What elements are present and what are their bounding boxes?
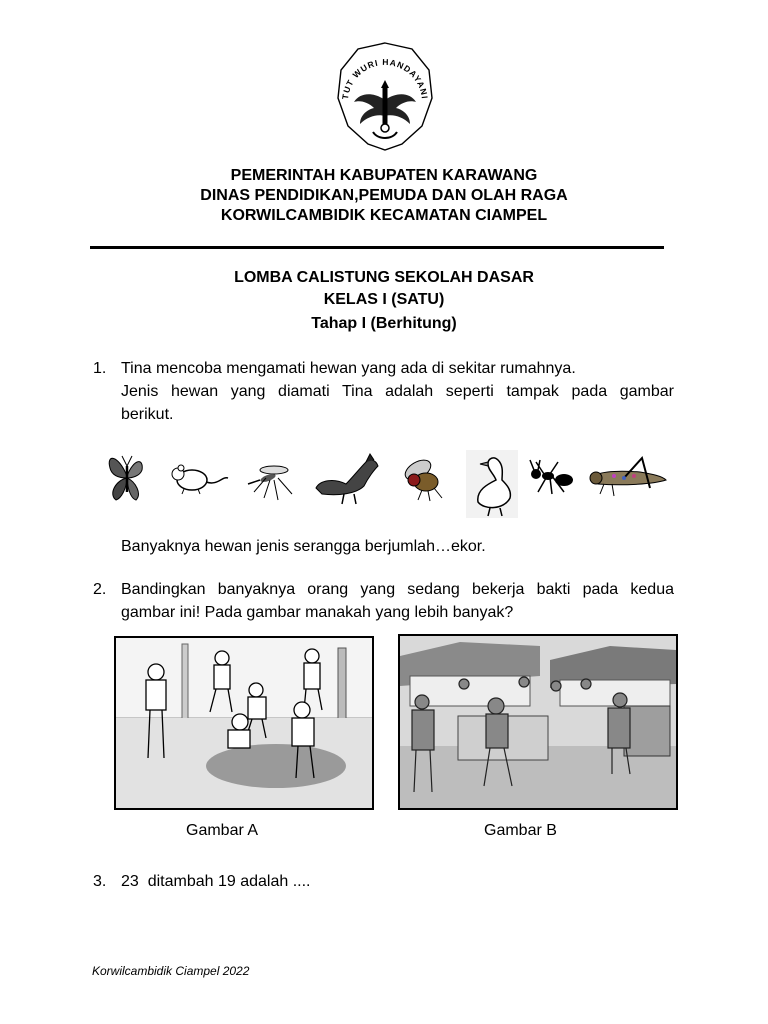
contest-title: LOMBA CALISTUNG SEKOLAH DASAR (234, 269, 534, 286)
question-1-number: 1. (93, 360, 107, 377)
logo-motto: TUT WURI HANDAYANI (340, 56, 430, 101)
header-district: KORWILCAMBIDIK KECAMATAN CIAMPEL (220, 207, 548, 224)
question-1-line-3: berikut. (121, 406, 174, 423)
question-2-line-2: gambar ini! Pada gambar manakah yang lebih banyak? (121, 604, 514, 621)
fly-image (398, 448, 454, 506)
header-divider (90, 246, 664, 249)
mouse-image (166, 448, 230, 506)
header-department: DINAS PENDIDIKAN,PEMUDA DAN OLAH RAGA (200, 187, 568, 204)
stage-title: Tahap I (Berhitung) (311, 315, 457, 332)
question-3-text: 23 ditambah 19 adalah .... (121, 873, 311, 890)
butterfly-image (102, 448, 152, 506)
class-title: KELAS I (SATU) (323, 291, 445, 308)
grasshopper-image (584, 448, 670, 506)
picture-a (114, 636, 374, 810)
question-3-number: 3. (93, 873, 107, 890)
caption-picture-a: Gambar A (186, 822, 259, 839)
question-1-prompt: Banyaknya hewan jenis serangga berjumlah…ekor. (121, 538, 486, 555)
mosquito-image (244, 448, 300, 506)
footer: Korwilcambidik Ciampel 2022 (92, 964, 250, 978)
duck-image (466, 450, 518, 518)
question-2-number: 2. (93, 581, 107, 598)
rooster-image (308, 448, 390, 506)
caption-picture-b: Gambar B (484, 822, 557, 839)
question-1-line-2: Jenis hewan yang diamati Tina adalah seperti tampak pada gambar (121, 383, 674, 400)
ant-image (524, 448, 578, 506)
tut-wuri-handayani-logo (326, 40, 444, 152)
question-2-line-1: Bandingkan banyaknya orang yang sedang bekerja bakti pada kedua (121, 581, 674, 598)
picture-b (398, 634, 678, 810)
header-government: PEMERINTAH KABUPATEN KARAWANG (230, 167, 538, 184)
question-1-line-1: Tina mencoba mengamati hewan yang ada di sekitar rumahnya. (121, 360, 576, 377)
